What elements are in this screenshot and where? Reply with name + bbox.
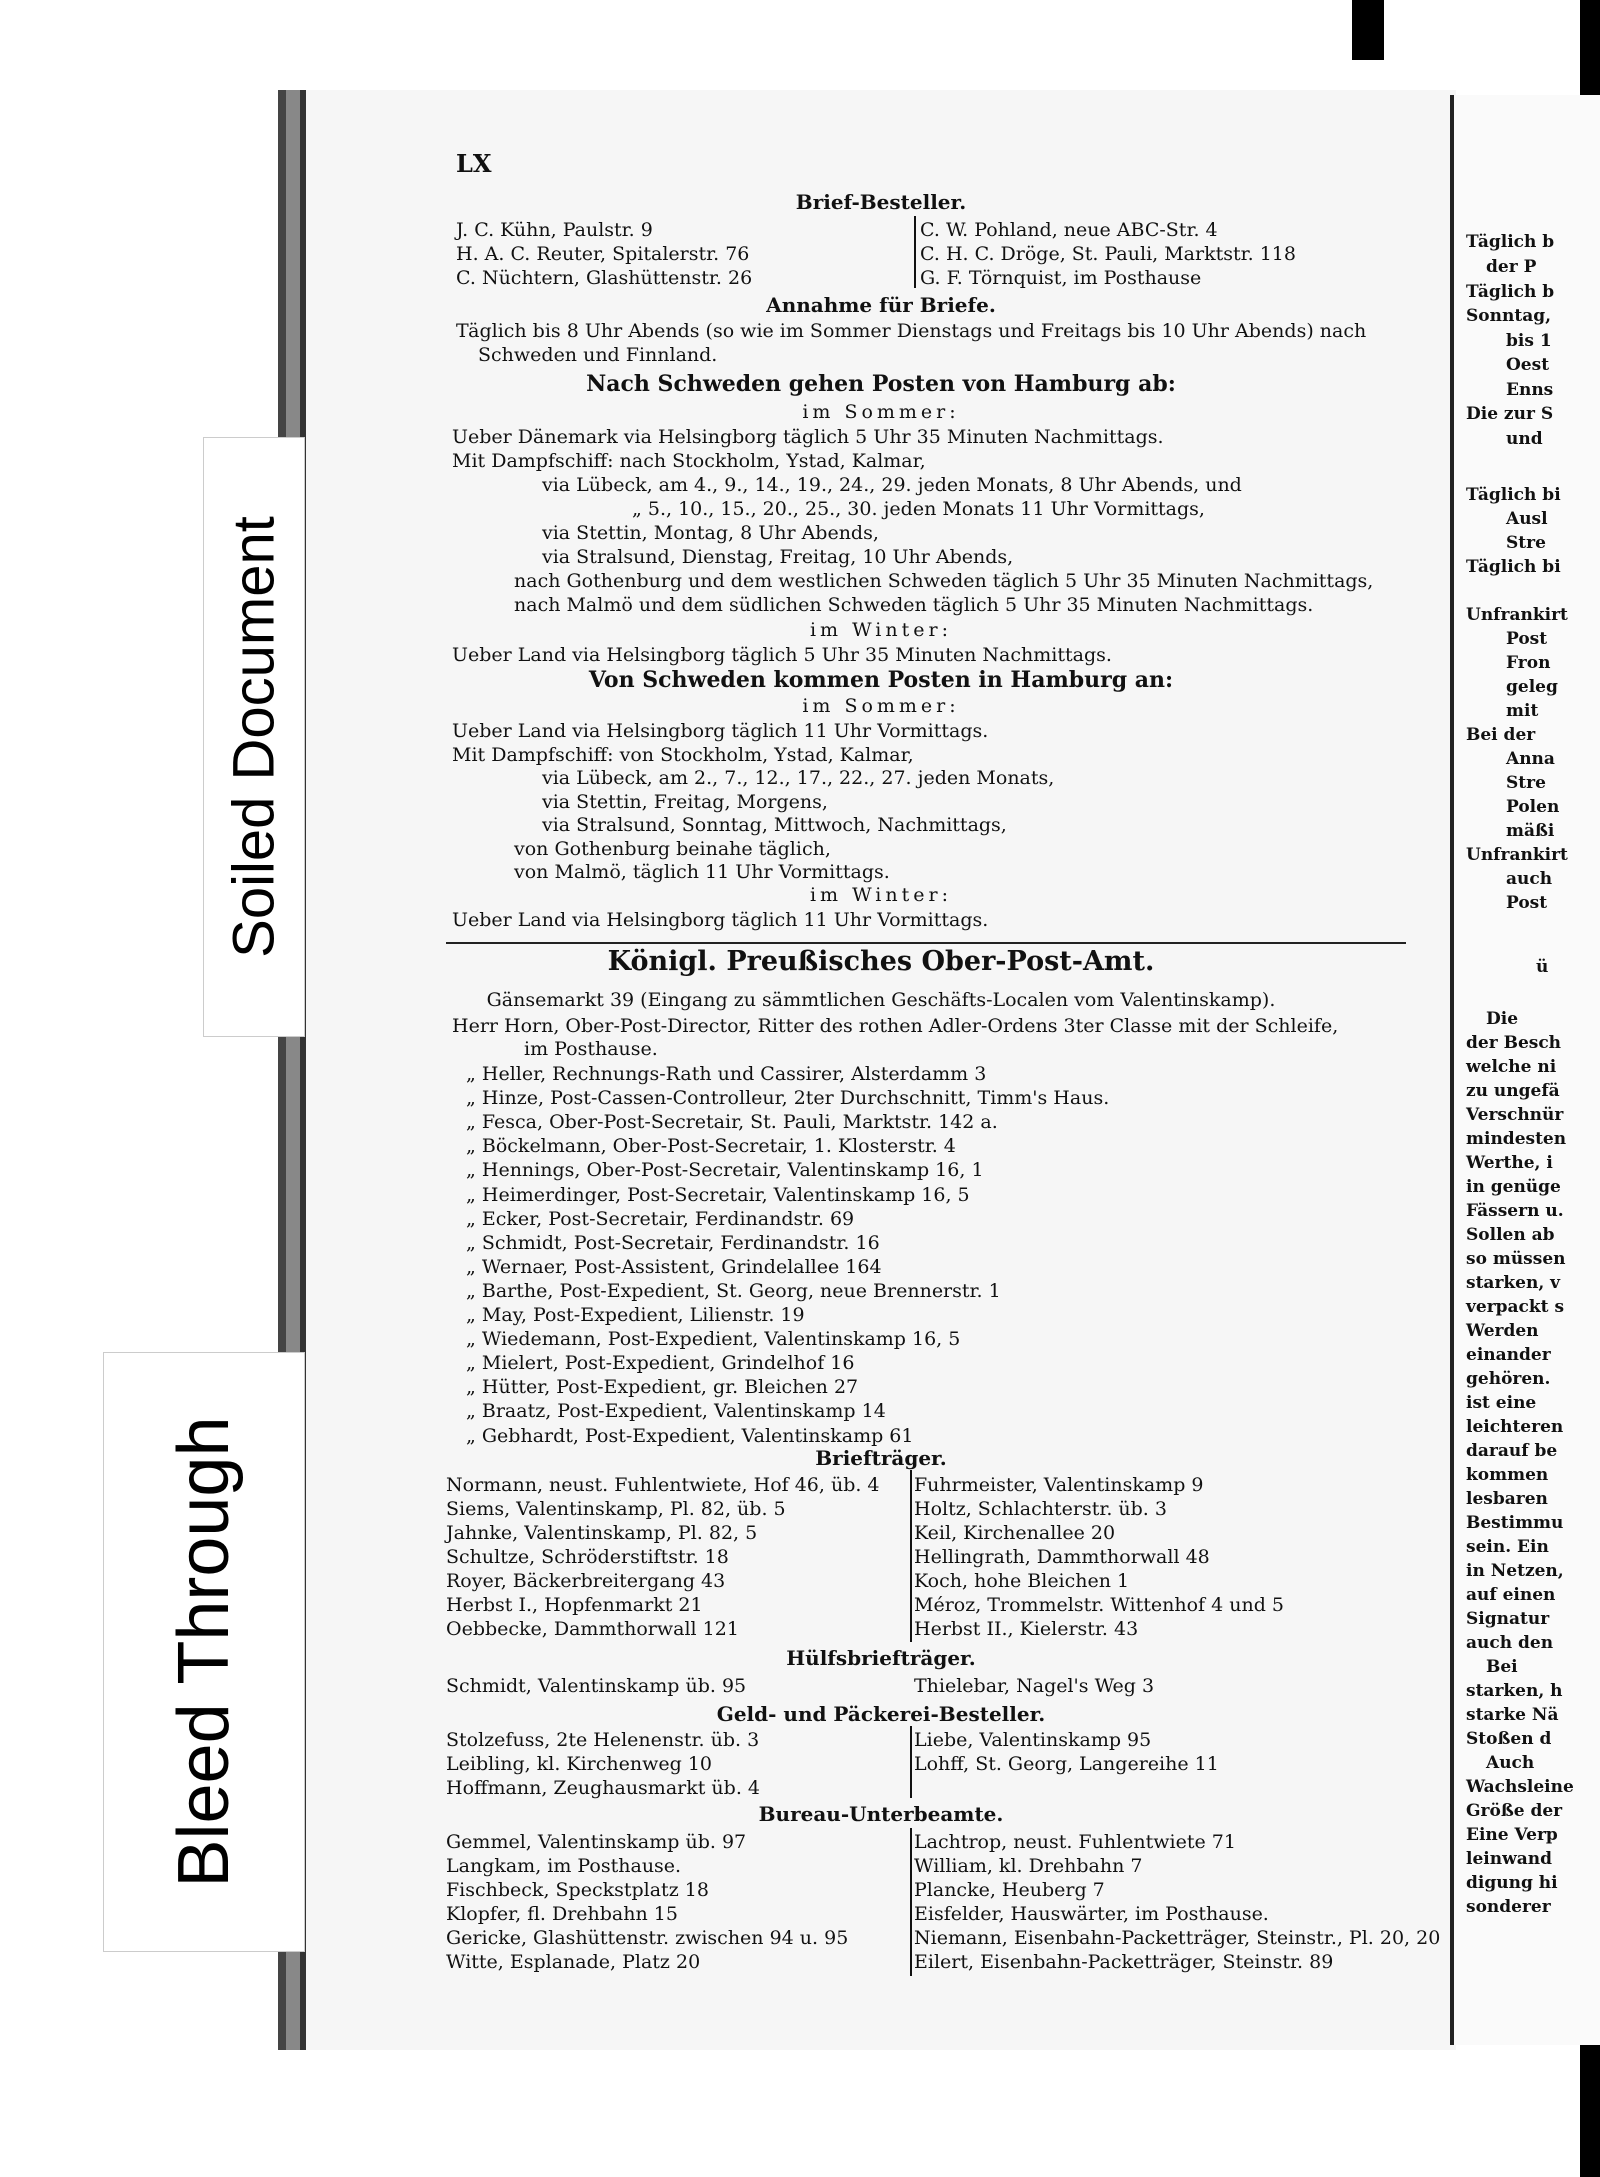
section-title-huelfsbrieftraeger: Hülfsbriefträger. [786,1646,976,1670]
staff-entry: „ Wernaer, Post-Assistent, Grindelallee 164 [466,1255,882,1278]
annahme-line-2: Schweden und Finnland. [478,344,718,366]
list-item: Fuhrmeister, Valentinskamp 9 [914,1474,1204,1496]
adjacent-page-fragment: Stoßen d [1466,1729,1552,1749]
adjacent-page-fragment: starken, v [1466,1273,1561,1293]
page-number: LX [456,149,492,178]
staff-entry: „ Schmidt, Post-Secretair, Ferdinandstr. 16 [466,1231,880,1254]
schedule-line: via Stettin, Freitag, Morgens, [542,790,828,813]
adjacent-page-fragment: Unfrankirt [1466,845,1568,865]
adjacent-page-fragment: ü [1536,957,1549,977]
list-item: Méroz, Trommelstr. Wittenhof 4 und 5 [914,1594,1284,1616]
staff-entry: „ Heimerdinger, Post-Secretair, Valentinskamp 16, 5 [466,1183,970,1206]
list-item: Leibling, kl. Kirchenweg 10 [446,1753,712,1775]
adjacent-page-fragment: Post [1506,893,1548,913]
list-item: Gemmel, Valentinskamp üb. 97 [446,1831,747,1853]
list-item: Hoffmann, Zeughausmarkt üb. 4 [446,1777,760,1799]
adjacent-page-fragment: gehören. [1466,1369,1551,1389]
column-divider [910,1726,912,1798]
soiled-document-stamp [203,437,305,1037]
list-item: H. A. C. Reuter, Spitalerstr. 76 [456,243,750,265]
ober-post-amt-head-1: Herr Horn, Ober-Post-Director, Ritter des rothen Adler-Ordens 3ter Classe mit der Schleife, [452,1015,1339,1037]
list-item: Herbst II., Kielerstr. 43 [914,1618,1139,1640]
adjacent-page-fragment: mäßi [1506,821,1555,841]
adjacent-page-fragment: Bei [1486,1657,1518,1677]
adjacent-page-fragment: Größe der [1466,1801,1563,1821]
section-title-geld-besteller: Geld- und Päckerei-Besteller. [716,1702,1046,1726]
huelfsbrieftraeger-right: Thielebar, Nagel's Weg 3 [914,1675,1155,1697]
adjacent-page-fragment: Die [1486,1009,1519,1029]
adjacent-page [1450,95,1600,2045]
staff-entry: „ Wiedemann, Post-Expedient, Valentinskamp 16, 5 [466,1328,961,1351]
list-item: C. Nüchtern, Glashüttenstr. 26 [456,267,753,289]
adjacent-page-fragment: Post [1506,629,1548,649]
schedule-line: von Malmö, täglich 11 Uhr Vormittags. [514,861,890,883]
section-title-ober-post-amt: Königl. Preußisches Ober-Post-Amt. [607,946,1155,977]
adjacent-page-fragment: mindesten [1466,1129,1567,1149]
adjacent-page-fragment: Eine Verp [1466,1825,1558,1845]
staff-entry: „ Mielert, Post-Expedient, Grindelhof 16 [466,1352,855,1375]
annahme-line-1: Täglich bis 8 Uhr Abends (so wie im Sommer Dienstags und Freitags bis 10 Uhr Abends) nach [456,320,1367,342]
schedule-line: Mit Dampfschiff: nach Stockholm, Ystad, Kalmar, [452,450,926,472]
adjacent-page-fragment: welche ni [1466,1057,1557,1077]
adjacent-page-fragment: Signatur [1466,1609,1550,1629]
staff-entry: „ May, Post-Expedient, Lilienstr. 19 [466,1304,805,1326]
adjacent-page-fragment: Ausl [1506,509,1548,529]
staff-entry: „ Böckelmann, Ober-Post-Secretair, 1. Klosterstr. 4 [466,1135,956,1158]
nach-schweden-winter-line: Ueber Land via Helsingborg täglich 5 Uhr 35 Minuten Nachmittags. [452,644,1112,666]
list-item: Fischbeck, Speckstplatz 18 [446,1879,709,1901]
adjacent-page-fragment: starken, h [1466,1681,1563,1701]
section-title-annahme: Annahme für Briefe. [766,293,996,317]
bleed-through-stamp [103,1352,305,1952]
list-item: Jahnke, Valentinskamp, Pl. 82, 5 [446,1522,758,1544]
list-item: Stolzefuss, 2te Helenenstr. üb. 3 [446,1729,760,1751]
adjacent-page-fragment: Stre [1506,533,1546,553]
schedule-line: via Stralsund, Sonntag, Mittwoch, Nachmittags, [542,814,1007,836]
list-item: Witte, Esplanade, Platz 20 [446,1951,701,1973]
schedule-line: via Stralsund, Dienstag, Freitag, 10 Uhr Abends, [542,546,1014,568]
list-item: Hellingrath, Dammthorwall 48 [914,1546,1210,1568]
adjacent-page-fragment: Bestimmu [1466,1513,1564,1533]
adjacent-page-fragment: leinwand [1466,1849,1552,1869]
adjacent-page-fragment: digung hi [1466,1873,1558,1893]
schedule-line: von Gothenburg beinahe täglich, [514,837,831,860]
list-item: Langkam, im Posthause. [446,1855,682,1877]
section-title-nach-schweden: Nach Schweden gehen Posten von Hamburg ab: [586,371,1176,397]
column-divider [910,1828,912,1976]
adjacent-page-fragment: in genüge [1466,1177,1561,1197]
adjacent-page-fragment: Enns [1506,380,1554,400]
adjacent-page-fragment: darauf be [1466,1441,1558,1461]
section-title-brieftraeger: Briefträger. [815,1446,947,1470]
adjacent-page-fragment: Fron [1506,653,1551,673]
list-item: C. H. C. Dröge, St. Pauli, Marktstr. 118 [920,243,1296,265]
list-item: Herbst I., Hopfenmarkt 21 [446,1594,703,1616]
adjacent-page-fragment: Fässern u. [1466,1201,1564,1221]
column-divider [910,1470,912,1642]
adjacent-page-fragment: so müssen [1466,1249,1566,1269]
schedule-line: via Lübeck, am 4., 9., 14., 19., 24., 29. jeden Monats, 8 Uhr Abends, und [542,474,1242,496]
ober-post-amt-address: Gänsemarkt 39 (Eingang zu sämmtlichen Geschäfts-Localen vom Valentinskamp). [486,989,1276,1011]
adjacent-page-fragment: Auch [1486,1753,1535,1773]
schedule-line: via Stettin, Montag, 8 Uhr Abends, [542,522,879,544]
adjacent-page-fragment: der P [1486,257,1537,277]
book-page [300,90,1456,2050]
adjacent-page-fragment: Bei der [1466,725,1536,745]
adjacent-page-fragment: mit [1506,701,1539,721]
staff-entry: „ Fesca, Ober-Post-Secretair, St. Pauli, Marktstr. 142 a. [466,1111,998,1134]
soiled-document-label: Soiled Document [221,516,287,958]
staff-entry: „ Hennings, Ober-Post-Secretair, Valentinskamp 16, 1 [466,1159,984,1182]
adjacent-page-fragment: in Netzen, [1466,1561,1564,1581]
list-item: William, kl. Drehbahn 7 [914,1855,1143,1877]
list-item: Niemann, Eisenbahn-Packetträger, Steinstr., Pl. 20, 20 [914,1927,1441,1949]
adjacent-page-fragment: auch [1506,869,1553,889]
section-title-bureau: Bureau-Unterbeamte. [758,1802,1004,1826]
list-item: Gericke, Glashüttenstr. zwischen 94 u. 95 [446,1927,849,1949]
staff-entry: „ Hütter, Post-Expedient, gr. Bleichen 27 [466,1376,859,1399]
von-schweden-winter: im Winter: [809,884,952,906]
adjacent-page-fragment: lesbaren [1466,1489,1548,1509]
staff-entry: „ Ecker, Post-Secretair, Ferdinandstr. 69 [466,1207,855,1230]
huelfsbrieftraeger-left: Schmidt, Valentinskamp üb. 95 [446,1675,747,1697]
adjacent-page-fragment: Werden [1466,1321,1539,1341]
adjacent-page-fragment: einander [1466,1345,1551,1365]
adjacent-page-fragment: Wachsleine [1466,1777,1574,1797]
adjacent-page-fragment: Unfrankirt [1466,605,1568,625]
list-item: Eilert, Eisenbahn-Packetträger, Steinstr. 89 [914,1951,1334,1973]
schedule-line: Mit Dampfschiff: von Stockholm, Ystad, Kalmar, [452,743,914,766]
adjacent-page-fragment: Täglich bi [1466,485,1561,505]
list-item: Holtz, Schlachterstr. üb. 3 [914,1498,1167,1520]
schedule-line: nach Malmö und dem südlichen Schweden täglich 5 Uhr 35 Minuten Nachmittags. [514,594,1314,616]
adjacent-page-fragment: Täglich b [1466,232,1555,252]
list-item: C. W. Pohland, neue ABC-Str. 4 [920,219,1218,241]
schedule-line: via Lübeck, am 2., 7., 12., 17., 22., 27. jeden Monats, [542,767,1055,789]
adjacent-page-fragment: Werthe, i [1466,1153,1553,1173]
list-item: Schultze, Schröderstiftstr. 18 [446,1546,729,1568]
adjacent-page-fragment: verpackt s [1466,1297,1565,1317]
adjacent-page-fragment: kommen [1466,1465,1549,1485]
list-item: Klopfer, fl. Drehbahn 15 [446,1903,678,1925]
schedule-line: Ueber Land via Helsingborg täglich 11 Uhr Vormittags. [452,720,989,742]
adjacent-page-fragment: starke Nä [1466,1705,1559,1725]
adjacent-page-fragment: auf einen [1466,1585,1556,1605]
nach-schweden-winter: im Winter: [809,619,952,641]
list-item: Oebbecke, Dammthorwall 121 [446,1618,739,1640]
adjacent-page-fragment: und [1506,429,1543,449]
adjacent-page-fragment: sein. Ein [1466,1537,1549,1557]
list-item: Liebe, Valentinskamp 95 [914,1729,1152,1751]
adjacent-page-fragment: auch den [1466,1633,1554,1653]
adjacent-page-fragment: Verschnür [1466,1105,1564,1125]
section-title-von-schweden: Von Schweden kommen Posten in Hamburg an: [588,667,1174,693]
ober-post-amt-head-2: im Posthause. [524,1038,658,1060]
adjacent-page-fragment: ist eine [1466,1393,1537,1413]
list-item: J. C. Kühn, Paulstr. 9 [456,219,653,241]
list-item: Siems, Valentinskamp, Pl. 82, üb. 5 [446,1498,786,1520]
list-item: G. F. Törnquist, im Posthause [920,267,1202,289]
staff-entry: „ Gebhardt, Post-Expedient, Valentinskamp 61 [466,1424,914,1447]
section-rule [446,942,1406,944]
adjacent-page-fragment: geleg [1506,677,1558,697]
staff-entry: „ Hinze, Post-Cassen-Controlleur, 2ter Durchschnitt, Timm's Haus. [466,1087,1110,1110]
schedule-line: nach Gothenburg und dem westlichen Schweden täglich 5 Uhr 35 Minuten Nachmittags, [514,570,1374,592]
adjacent-page-fragment: Anna [1506,749,1555,769]
list-item: Normann, neust. Fuhlentwiete, Hof 46, üb. 4 [446,1474,880,1496]
staff-entry: „ Heller, Rechnungs-Rath und Cassirer, Alsterdamm 3 [466,1063,987,1085]
adjacent-page-fragment: Stre [1506,773,1546,793]
staff-entry: „ Barthe, Post-Expedient, St. Georg, neue Brennerstr. 1 [466,1279,1001,1302]
list-item: Plancke, Heuberg 7 [914,1879,1105,1901]
schedule-line: Ueber Dänemark via Helsingborg täglich 5 Uhr 35 Minuten Nachmittags. [452,426,1164,448]
adjacent-page-fragment: zu ungefä [1466,1081,1560,1101]
adjacent-page-fragment: Täglich bi [1466,557,1561,577]
adjacent-page-fragment: bis 1 [1506,331,1552,351]
von-schweden-winter-line: Ueber Land via Helsingborg täglich 11 Uhr Vormittags. [452,909,989,931]
adjacent-page-fragment: Sollen ab [1466,1225,1555,1245]
list-item: Koch, hohe Bleichen 1 [914,1570,1130,1592]
adjacent-page-fragment: Täglich b [1466,282,1555,302]
schedule-line: „ 5., 10., 15., 20., 25., 30. jeden Monats 11 Uhr Vormittags, [632,498,1205,520]
nach-schweden-sommer: im Sommer: [802,401,960,423]
von-schweden-sommer: im Sommer: [802,695,960,717]
adjacent-page-fragment: sonderer [1466,1897,1551,1917]
section-title-brief-besteller: Brief-Besteller. [795,190,967,214]
list-item: Lachtrop, neust. Fuhlentwiete 71 [914,1831,1236,1853]
adjacent-page-fragment: Sonntag, [1466,306,1552,326]
bleed-through-label: Bleed Through [164,1416,244,1888]
adjacent-page-fragment: Oest [1506,355,1550,375]
list-item: Royer, Bäckerbreitergang 43 [446,1570,726,1592]
adjacent-page-fragment: leichteren [1466,1417,1564,1437]
list-item: Lohff, St. Georg, Langereihe 11 [914,1753,1219,1775]
staff-entry: „ Braatz, Post-Expedient, Valentinskamp 14 [466,1400,886,1423]
adjacent-page-fragment: Die zur S [1466,404,1554,424]
scan-border-top-right [1352,0,1384,60]
list-item: Eisfelder, Hauswärter, im Posthause. [914,1903,1269,1925]
adjacent-page-fragment: Polen [1506,797,1560,817]
column-divider [914,216,916,288]
list-item: Keil, Kirchenallee 20 [914,1522,1116,1544]
adjacent-page-fragment: der Besch [1466,1033,1562,1053]
